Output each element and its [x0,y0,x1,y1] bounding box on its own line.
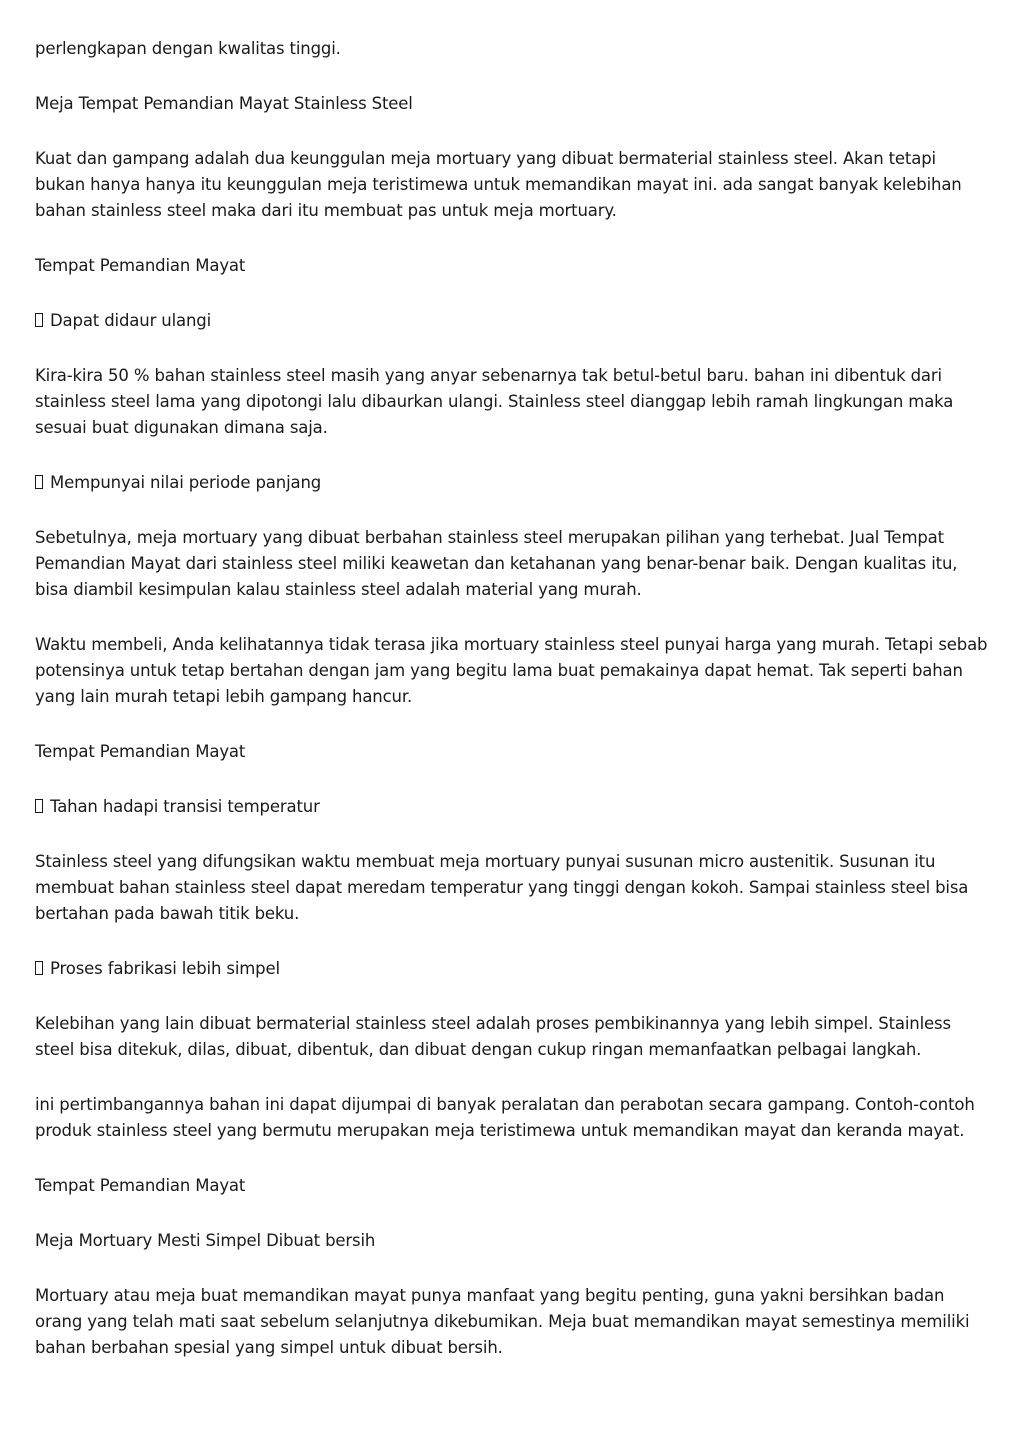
missing-glyph-box-icon [35,799,43,813]
bullet-item [35,308,990,334]
paragraph: Sebetulnya, meja mortuary yang dibuat berbahan stainless steel merupakan pilihan yang terhebat. Jual Tempat Pemandian Mayat dari stainless steel miliki keawetan dan ketahanan yang benar-benar baik. Dengan kualitas itu, bisa diambil kesimpulan kalau stainless steel adalah material yang murah. [35,528,958,599]
missing-glyph-box-icon [35,961,43,975]
paragraph: Stainless steel yang difungsikan waktu membuat meja mortuary punyai susunan micro austenitik. Susunan itu membuat bahan stainless steel dapat meredam temperatur yang tinggi dengan kokoh. Sampai stainless steel bisa bertahan pada bawah titik beku. [35,852,969,923]
paragraph: Kira-kira 50 % bahan stainless steel masih yang anyar sebenarnya tak betul-betul baru. bahan ini dibentuk dari stainless steel lama yang dipotongi lalu dibaurkan ulangi. Stainless steel dianggap lebih ramah lingkungan maka sesuai buat digunakan dimana saja. [35,366,954,437]
missing-glyph-box-icon [35,475,43,489]
link-tempat-pemandian-mayat: Tempat Pemandian Mayat [35,1176,246,1195]
bullet-text: Tahan hadapi transisi temperatur [50,797,320,816]
paragraph: perlengkapan dengan kwalitas tinggi. [35,39,341,58]
bullet-text: Dapat didaur ulangi [50,311,212,330]
heading-meja-stainless: Meja Tempat Pemandian Mayat Stainless Steel [35,94,413,113]
document-page [35,36,990,1390]
missing-glyph-box-icon [35,313,43,327]
bullet-item [35,956,990,982]
heading-meja-mortuary: Meja Mortuary Mesti Simpel Dibuat bersih [35,1231,376,1250]
bullet-text: Mempunyai nilai periode panjang [50,473,322,492]
paragraph: Mortuary atau meja buat memandikan mayat punya manfaat yang begitu penting, guna yakni bersihkan badan orang yang telah mati saat sebelum selanjutnya dikebumikan. Meja buat memandikan mayat semestinya memiliki bahan berbahan spesial yang simpel untuk dibuat bersih. [35,1286,970,1357]
paragraph: Waktu membeli, Anda kelihatannya tidak terasa jika mortuary stainless steel punyai harga yang murah. Tetapi sebab potensinya untuk tetap bertahan dengan jam yang begitu lama buat pemakainya dapat hemat. Tak seperti bahan yang lain murah tetapi lebih gampang hancur. [35,635,988,706]
paragraph: Kelebihan yang lain dibuat bermaterial stainless steel adalah proses pembikinannya yang lebih simpel. Stainless steel bisa ditekuk, dilas, dibuat, dibentuk, dan dibuat dengan cukup ringan memanfaatkan pelbagai langkah. [35,1014,951,1059]
bullet-item [35,470,990,496]
bullet-item [35,794,990,820]
bullet-text: Proses fabrikasi lebih simpel [50,959,280,978]
paragraph: Kuat dan gampang adalah dua keunggulan meja mortuary yang dibuat bermaterial stainless steel. Akan tetapi bukan hanya hanya itu keunggulan meja teristimewa untuk memandikan mayat ini. ada sangat banyak kelebihan bahan stainless steel maka dari itu membuat pas untuk meja mortuary. [35,149,962,220]
link-tempat-pemandian-mayat: Tempat Pemandian Mayat [35,742,246,761]
link-tempat-pemandian-mayat: Tempat Pemandian Mayat [35,256,246,275]
paragraph: ini pertimbangannya bahan ini dapat dijumpai di banyak peralatan dan perabotan secara gampang. Contoh-contoh produk stainless steel yang bermutu merupakan meja teristimewa untuk memandikan mayat dan keranda mayat. [35,1095,975,1140]
